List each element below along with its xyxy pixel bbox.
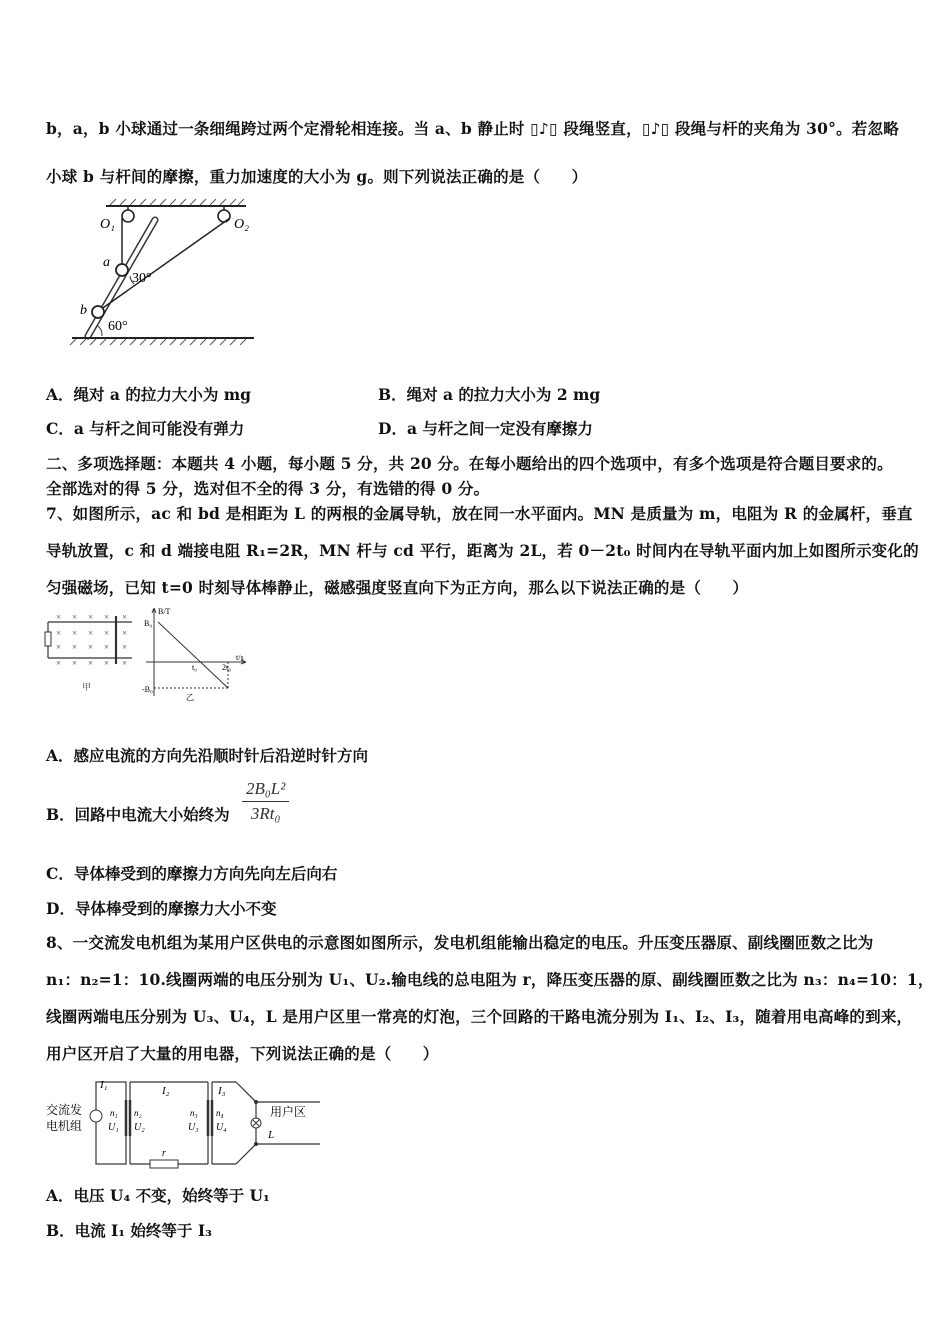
generator-label-2: 电机组 [46, 1119, 83, 1133]
q6-stem-line1: b，a，b 小球通过一条细绳跨过两个定滑轮相连接。当 a、b 静止时 ▯♪▯ 段绳竖直，▯♪▯ 段绳与杆的夹角为 30°。若忽略 [46, 119, 899, 138]
q7-stem-line1: 7、如图所示，ac 和 bd 是相距为 L 的两根的金属导轨，放在同一水平面内。MN 是质量为 m，电阻为 R 的金属杆，垂直 [46, 504, 913, 523]
q7-option-d[interactable]: D．导体棒受到的摩擦力大小不变 [46, 899, 277, 918]
svg-text:×: × [72, 628, 78, 638]
svg-text:×: × [56, 612, 62, 622]
pulley-o2 [218, 210, 230, 222]
q7-option-b[interactable]: B．回路中电流大小始终为 [46, 805, 230, 824]
label-n2: n₂ [134, 1108, 142, 1118]
generator-symbol [90, 1110, 102, 1122]
q8-option-b[interactable]: B．电流 I₁ 始终等于 I₃ [46, 1221, 212, 1240]
label-u4: U₄ [216, 1122, 227, 1133]
svg-text:×: × [88, 658, 94, 668]
angle-60: 60° [108, 319, 128, 334]
q8-stem-line3: 线圈两端电压分别为 U₃、U₄，L 是用户区里一常亮的灯泡，三个回路的干路电流分别为 I₁、I₂、I₃，随着用电高峰的到来， [46, 1007, 913, 1026]
svg-text:×: × [104, 642, 110, 652]
svg-text:×: × [72, 612, 78, 622]
fraction-numerator: 2B₀L² [242, 779, 289, 802]
svg-text:×: × [122, 642, 128, 652]
generator-label-1: 交流发 [46, 1103, 83, 1117]
svg-text:×: × [88, 642, 94, 652]
caption-jia: 甲 [82, 682, 92, 692]
pulley-o1 [122, 210, 134, 222]
label-u3: U₃ [188, 1122, 199, 1133]
svg-text:×: × [56, 642, 62, 652]
label-o2: O₂ [234, 217, 249, 232]
q7-option-a[interactable]: A．感应电流的方向先沿顺时针后沿逆时针方向 [46, 746, 369, 765]
resistor-r [150, 1160, 178, 1168]
q8-stem-line1: 8、一交流发电机组为某用户区供电的示意图如图所示，发电机组能输出稳定的电压。升压变压器原、副线圈匝数之比为 [46, 933, 874, 952]
q7-figure-graph [142, 604, 250, 702]
label-i3: I₃ [218, 1085, 226, 1097]
user-area-label: 用户区 [270, 1105, 307, 1119]
q6-option-b[interactable]: B．绳对 a 的拉力大小为 2 mg [378, 385, 601, 404]
svg-text:×: × [122, 658, 128, 668]
neg-b0-tick: -B₀ [142, 685, 153, 694]
svg-text:×: × [88, 612, 94, 622]
q8-option-a[interactable]: A．电压 U₄ 不变，始终等于 U₁ [46, 1186, 270, 1205]
q6-figure [68, 198, 260, 346]
caption-yi: 乙 [186, 693, 194, 702]
q8-stem-line4: 用户区开启了大量的用电器，下列说法正确的是（ ） [46, 1044, 439, 1063]
q6-option-d[interactable]: D．a 与杆之间一定没有摩擦力 [378, 419, 593, 438]
q7-figure-rails [40, 612, 140, 696]
label-n4: n₄ [216, 1108, 224, 1118]
label-o1: O₁ [100, 217, 115, 232]
q7-stem-line2: 导轨放置，c 和 d 端接电阻 R₁=2R，MN 杆与 cd 平行，距离为 2L，若 0－2t₀ 时间内在导轨平面内加上如图所示变化的 [46, 541, 919, 560]
fraction-denominator: 3Rt₀ [250, 804, 281, 823]
svg-text:×: × [56, 658, 62, 668]
t0-tick: t₀ [192, 663, 198, 672]
section2-heading-line2: 全部选对的得 5 分，选对但不全的得 3 分，有选错的得 0 分。 [46, 479, 490, 498]
label-n1: n₁ [110, 1108, 118, 1118]
svg-text:×: × [56, 628, 62, 638]
q8-circuit-figure [44, 1074, 324, 1170]
label-i1: I₁ [100, 1079, 108, 1091]
q8-stem-line2: n₁：n₂=1：10.线圈两端的电压分别为 U₁、U₂.输电线的总电阻为 r，降压变压器的原、副线圈匝数之比为 n₃：n₄=10：1， [46, 970, 934, 989]
2t0-tick: 2t₀ [222, 663, 232, 672]
ball-b [92, 306, 104, 318]
section2-heading-line1: 二、多项选择题：本题共 4 小题，每小题 5 分，共 20 分。在每小题给出的四个选项中，有多个选项是符合题目要求的。 [46, 454, 893, 473]
axis-y-label: B/T [158, 607, 171, 616]
label-r: r [162, 1148, 166, 1159]
q7-option-c[interactable]: C．导体棒受到的摩擦力方向先向左后向右 [46, 864, 338, 883]
label-b: b [80, 303, 87, 318]
q6-option-a[interactable]: A．绳对 a 的拉力大小为 mg [46, 385, 251, 404]
axis-x-label: t/s [236, 653, 244, 662]
q7-option-b-fraction [242, 779, 289, 824]
svg-text:×: × [88, 628, 94, 638]
svg-text:×: × [72, 658, 78, 668]
label-n3: n₃ [190, 1108, 198, 1118]
ball-a [116, 264, 128, 276]
q7-stem-line3: 匀强磁场，已知 t=0 时刻导体棒静止，磁感强度竖直向下为正方向，那么以下说法正确的是（ ） [46, 578, 749, 597]
label-i2: I₂ [162, 1085, 170, 1097]
svg-text:×: × [104, 658, 110, 668]
svg-text:×: × [122, 612, 128, 622]
q6-option-c[interactable]: C．a 与杆之间可能没有弹力 [46, 419, 245, 438]
label-lamp: L [268, 1129, 275, 1141]
svg-text:×: × [122, 628, 128, 638]
svg-text:×: × [104, 628, 110, 638]
svg-text:×: × [72, 642, 78, 652]
svg-text:×: × [104, 612, 110, 622]
label-a: a [103, 255, 110, 270]
q6-stem-line2: 小球 b 与杆间的摩擦，重力加速度的大小为 g。则下列说法正确的是（ ） [46, 167, 588, 186]
label-u1: U₁ [108, 1122, 119, 1133]
label-u2: U₂ [134, 1122, 145, 1133]
b0-tick: B₀ [144, 619, 153, 628]
angle-30: 30° [132, 271, 152, 286]
